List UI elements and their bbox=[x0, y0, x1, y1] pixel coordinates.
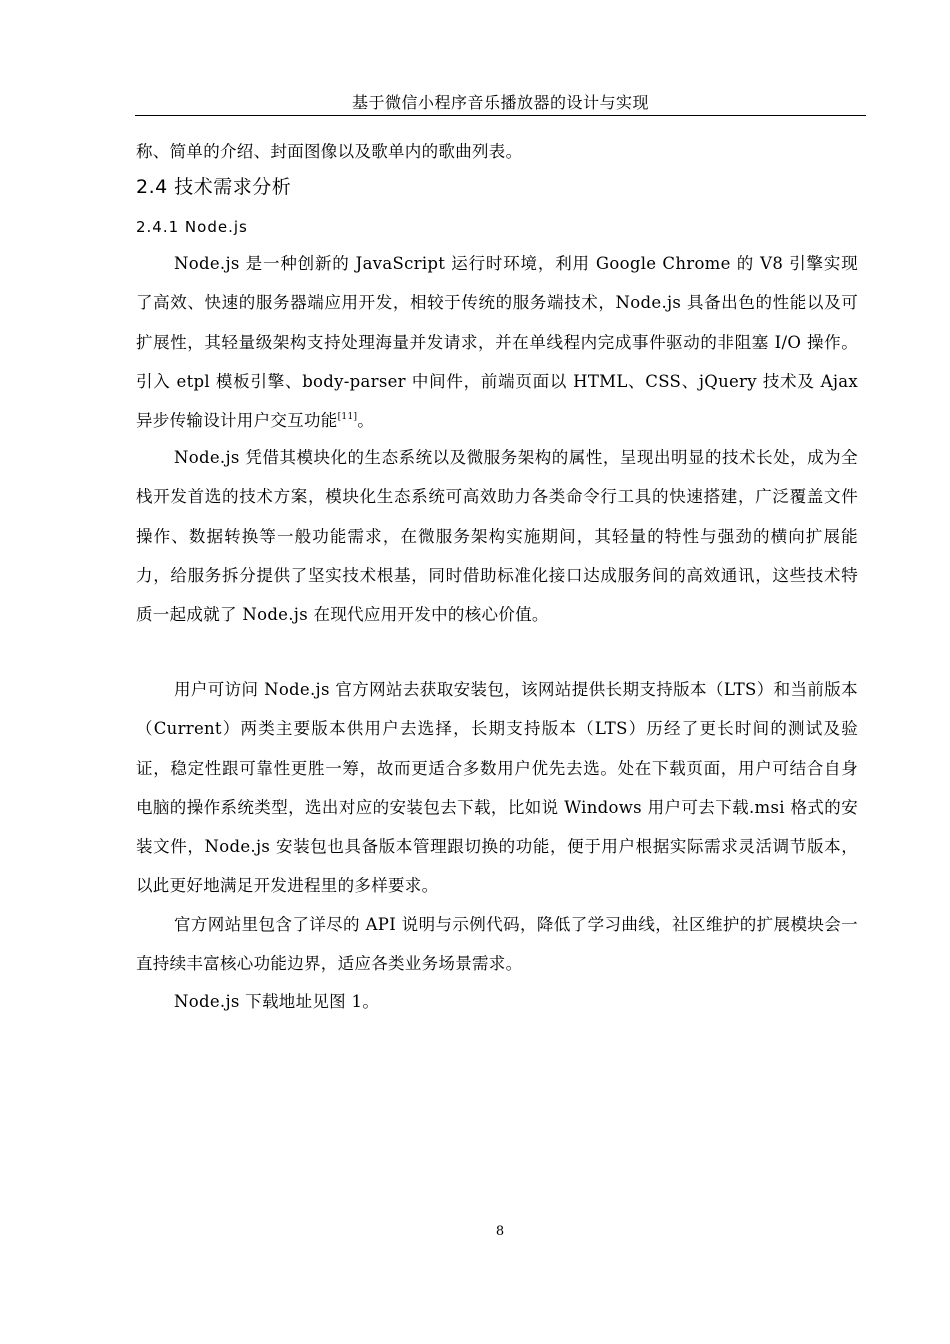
paragraph-nodejs-intro-end: 。 bbox=[357, 411, 375, 431]
paragraph-nodejs-download: Node.js 下载地址见图 1。 bbox=[174, 992, 380, 1011]
paragraph-nodejs-ecosystem: Node.js 凭借其模块化的生态系统以及微服务架构的属性，呈现出明显的技术长处，成为全栈开发首选的技术方案，模块化生态系统可高效助力各类命令行工具的快速搭建，广泛覆盖文件操作、数据转换等一般功能需求，在微服务架构实施期间，其轻量的特性与强劲的横向扩展能力，给服务拆分提供了坚实技术根基，同时借助标准化接口达成服务间的高效通讯，这些技术特质一起成就了 Node.js 在现代应用开发中的核心价值。 bbox=[136, 448, 858, 625]
continued-paragraph: 称、简单的介绍、封面图像以及歌单内的歌曲列表。 bbox=[136, 142, 523, 161]
paragraph-nodejs-install: 用户可访问 Node.js 官方网站去获取安装包，该网站提供长期支持版本（LTS）和当前版本（Current）两类主要版本供用户去选择，长期支持版本（LTS）历经了更长时间的测试及验证，稳定性跟可靠性更胜一筹，故而更适合多数用户优先去选。处在下载页面，用户可结合自身电脑的操作系统类型，选出对应的安装包去下载，比如说 Windows 用户可去下载.msi 格式的安装文件，Node.js 安装包也具备版本管理跟切换的功能，便于用户根据实际需求灵活调节版本，以此更好地满足开发进程里的多样要求。 bbox=[136, 680, 858, 896]
paragraph-nodejs-intro bbox=[136, 244, 858, 440]
section-heading: 2.4 技术需求分析 bbox=[136, 176, 292, 198]
subsection-heading: 2.4.1 Node.js bbox=[136, 218, 248, 236]
page-number: 8 bbox=[495, 1224, 505, 1239]
running-header-title: 基于微信小程序音乐播放器的设计与实现 bbox=[351, 93, 649, 112]
header-divider bbox=[135, 115, 866, 116]
paragraph-nodejs-intro-text: Node.js 是一种创新的 JavaScript 运行时环境，利用 Google Chrome 的 V8 引擎实现了高效、快速的服务器端应用开发，相较于传统的服务端技术，Node.js 具备出色的性能以及可扩展性，其轻量级架构支持处理海量并发请求，并在单线程内完成事件驱动的非阻塞 I/O 操作。引入 etpl 模板引擎、body-parser 中间件，前端页面以 HTML、CSS、jQuery 技术及 Ajax 异步传输设计用户交互功能 bbox=[136, 254, 858, 431]
citation-reference: [11] bbox=[337, 412, 358, 423]
paragraph-nodejs-docs: 官方网站里包含了详尽的 API 说明与示例代码，降低了学习曲线，社区维护的扩展模块会一直持续丰富核心功能边界，适应各类业务场景需求。 bbox=[136, 915, 858, 974]
